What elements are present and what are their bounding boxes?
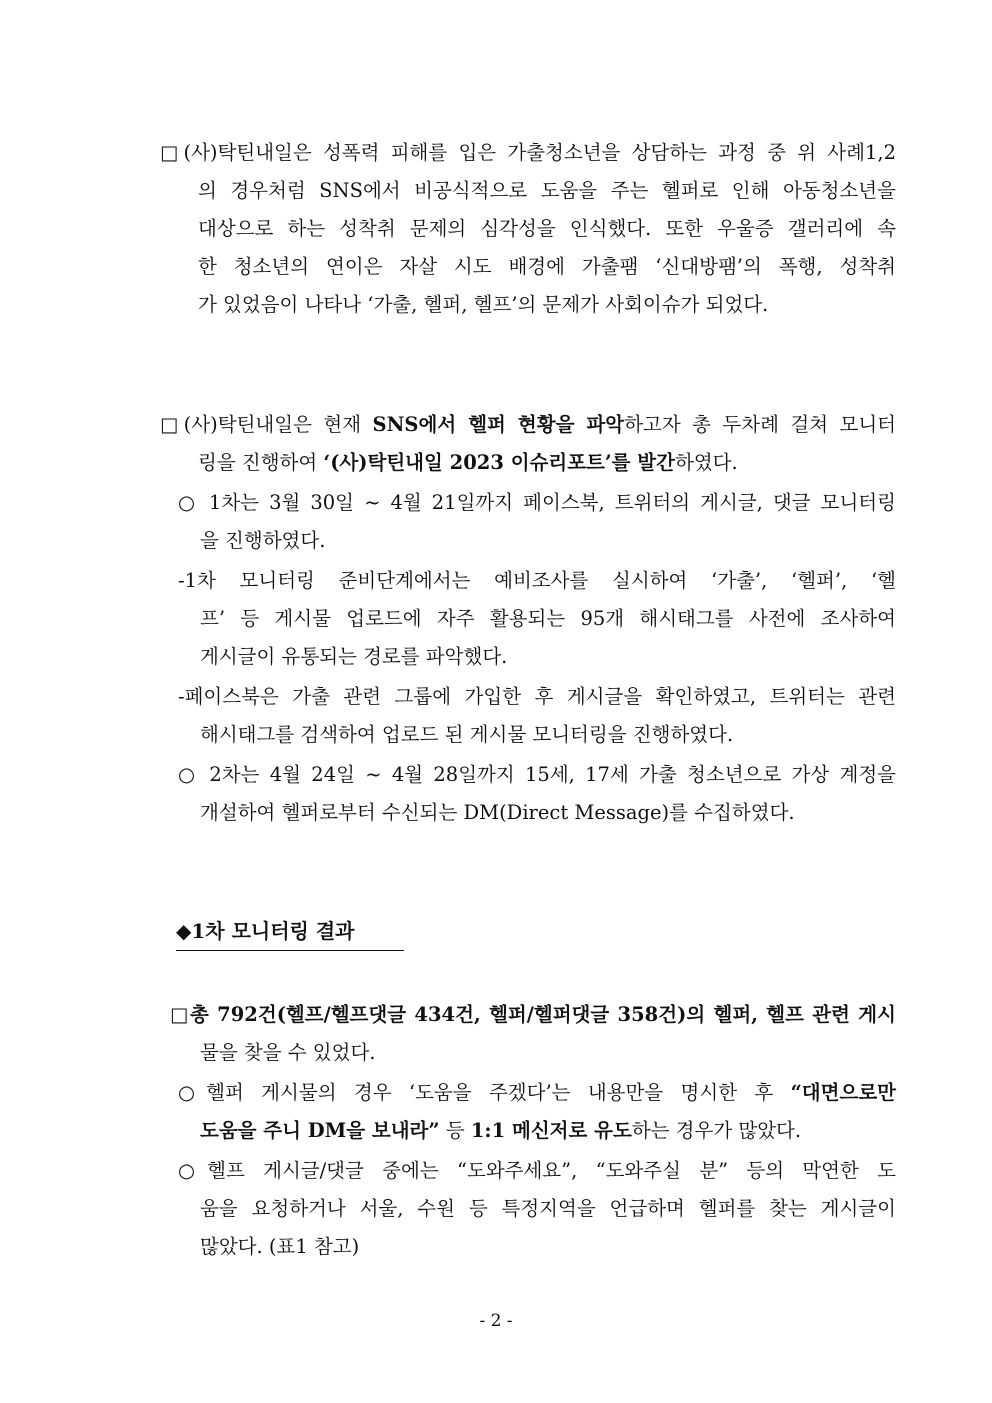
text-span: 등	[439, 1119, 471, 1142]
text-line: 프’ 등 게시물 업로드에 자주 활용되는 95개 해시태그를 사전에 조사하여	[200, 607, 896, 630]
text-line: -페이스북은 가출 관련 그룹에 가입한 후 게시글을 확인하였고, 트위터는 관련	[178, 685, 896, 708]
text-line: □총 792건(헬프/헬프댓글 434건, 헬퍼/헬퍼댓글 358건)의 헬퍼, 헬프 관련 게시	[170, 1003, 896, 1026]
text-span: 하는 경우가 많았다.	[631, 1119, 802, 1142]
text-line	[178, 1112, 896, 1150]
paragraph-background	[160, 134, 896, 324]
text-span: □(사)탁틴내일은 현재	[160, 413, 373, 436]
text-line: 움을 요청하거나 서울, 수원 등 특정지역을 언급하며 헬퍼를 찾는 게시글이	[200, 1197, 896, 1220]
text-line: 게시글이 유통되는 경로를 파악했다.	[200, 645, 508, 668]
text-line: ○헬프 게시글/댓글 중에는 “도와주세요”, “도와주실 분” 등의 막연한 도	[178, 1159, 896, 1182]
text-span: 하고자 총 두차례 걸쳐 모니터	[624, 413, 897, 436]
text-line: ○ 1차는 3월 30일 ~ 4월 21일까지 페이스북, 트위터의 게시글, 댓글 모니터링	[178, 491, 896, 514]
emphasis-text: 1:1 메신저로 유도	[470, 1119, 632, 1142]
text-line: 많았다. (표1 참고)	[200, 1235, 360, 1258]
text-line: 해시태그를 검색하여 업로드 된 게시물 모니터링을 진행하였다.	[200, 723, 734, 746]
text-span: 링을 진행하여	[198, 451, 324, 474]
text-line: -1차 모니터링 준비단계에서는 예비조사를 실시하여 ‘가출’, ‘헬퍼’, ‘헬	[178, 569, 896, 592]
bullet-second-monitoring	[178, 756, 896, 832]
text-line: 의 경우처럼 SNS에서 비공식적으로 도움을 주는 헬퍼로 인해 아동청소년을	[198, 179, 896, 202]
text-line	[160, 444, 896, 482]
dash-item-facebook	[178, 678, 896, 754]
emphasis-text: 도움을 주니 DM을 보내라”	[200, 1119, 440, 1142]
text-line: 개설하여 헬퍼로부터 수신되는 DM(Direct Message)를 수집하였다.	[200, 801, 795, 824]
page-number: - 2 -	[479, 1311, 513, 1331]
paragraph-results	[170, 996, 896, 1072]
text-line	[160, 406, 896, 444]
text-line: 물을 찾을 수 있었다.	[200, 1041, 376, 1064]
text-span: ○헬퍼 게시물의 경우 ‘도움을 주겠다’는 내용만을 명시한 후	[178, 1081, 791, 1104]
text-line: 을 진행하였다.	[200, 529, 326, 552]
section-heading: ◆1차 모니터링 결과	[176, 912, 404, 951]
paragraph-monitoring-overview	[160, 406, 896, 482]
text-span: 하였다.	[674, 451, 738, 474]
emphasis-text: SNS에서 헬퍼 현황을 파악	[372, 413, 625, 436]
bullet-helper-posts	[178, 1074, 896, 1150]
text-line: 가 있었음이 나타나 ‘가출, 헬퍼, 헬프’의 문제가 사회이슈가 되었다.	[198, 293, 769, 316]
text-line: ○ 2차는 4월 24일 ~ 4월 28일까지 15세, 17세 가출 청소년으로 가상 계정을	[178, 763, 896, 786]
text-line: 한 청소년의 연이은 자살 시도 배경에 가출팸 ‘신대방팸’의 폭행, 성착취	[198, 255, 896, 278]
dash-item-preparation	[178, 562, 896, 676]
bullet-first-monitoring	[178, 484, 896, 560]
text-line: □(사)탁틴내일은 성폭력 피해를 입은 가출청소년을 상담하는 과정 중 위 사례1,2	[160, 141, 896, 164]
emphasis-text: “대면으로만	[790, 1081, 896, 1104]
text-line	[178, 1074, 896, 1112]
text-line: 대상으로 하는 성착취 문제의 심각성을 인식했다. 또한 우울증 갤러리에 속	[198, 217, 896, 240]
bullet-help-posts	[178, 1152, 896, 1266]
emphasis-text: ‘(사)탁틴내일 2023 이슈리포트’를 발간	[323, 451, 675, 474]
